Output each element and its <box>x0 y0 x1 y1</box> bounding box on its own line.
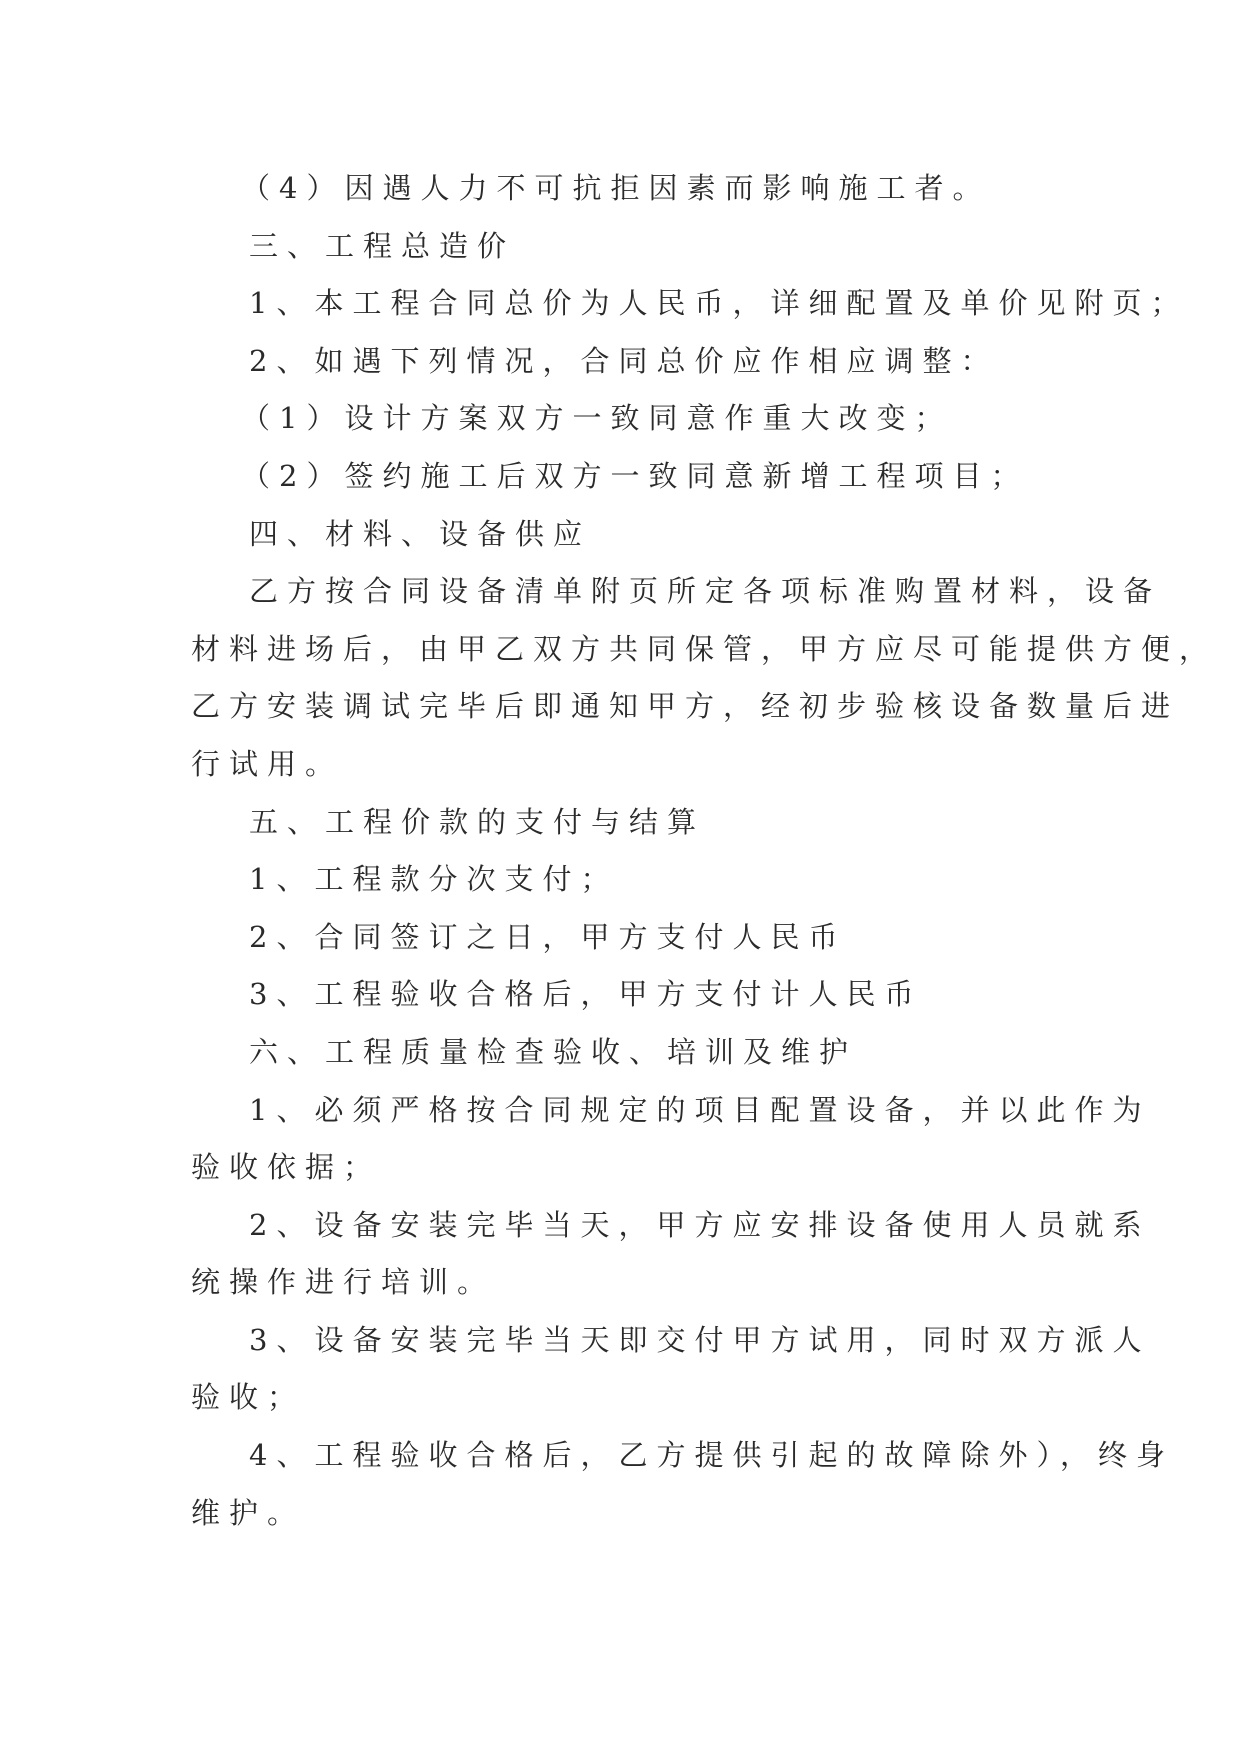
paragraph-line: 2、如遇下列情况，合同总价应作相应调整： <box>249 343 999 378</box>
paragraph-line: 行试用。 <box>191 746 344 781</box>
section-heading: 六、工程质量检查验收、培训及维护 <box>249 1034 858 1069</box>
paragraph-line: 统操作进行培训。 <box>191 1265 496 1300</box>
paragraph-line: 维护。 <box>191 1495 306 1530</box>
section-heading: 五、工程价款的支付与结算 <box>249 804 706 839</box>
paragraph-line: 验收依据； <box>191 1150 382 1185</box>
section-heading: 四、材料、设备供应 <box>249 516 592 551</box>
paragraph-line: 1、本工程合同总价为人民币，详细配置及单价见附页； <box>249 286 1189 321</box>
paragraph-line: 3、工程验收合格后，甲方支付计人民币 <box>249 977 923 1012</box>
paragraph-line: 3、设备安装完毕当天即交付甲方试用，同时双方派人 <box>249 1322 1151 1357</box>
paragraph-line: 材料进场后，由甲乙双方共同保管，甲方应尽可能提供方便， <box>191 631 1218 666</box>
paragraph-line: （1）设计方案双方一致同意作重大改变； <box>241 401 953 436</box>
paragraph-line: 验收； <box>191 1380 306 1415</box>
paragraph-line: 1、必须严格按合同规定的项目配置设备，并以此作为 <box>249 1092 1151 1127</box>
paragraph-line: 1、工程款分次支付； <box>249 862 619 897</box>
paragraph-line: 乙方按合同设备清单附页所定各项标准购置材料，设备 <box>249 574 1162 609</box>
section-heading: 三、工程总造价 <box>249 228 516 263</box>
paragraph-line: （4）因遇人力不可抗拒因素而影响施工者。 <box>241 171 991 205</box>
paragraph-line: 4、工程验收合格后，乙方提供引起的故障除外），终身 <box>249 1438 1174 1473</box>
paragraph-line: 2、设备安装完毕当天，甲方应安排设备使用人员就系 <box>249 1207 1151 1242</box>
document-body <box>191 160 1218 1542</box>
paragraph-line: 乙方安装调试完毕后即通知甲方，经初步验核设备数量后进 <box>191 689 1180 724</box>
paragraph-line: 2、合同签订之日，甲方支付人民币 <box>249 919 847 954</box>
paragraph-line: （2）签约施工后双方一致同意新增工程项目； <box>241 458 1029 493</box>
